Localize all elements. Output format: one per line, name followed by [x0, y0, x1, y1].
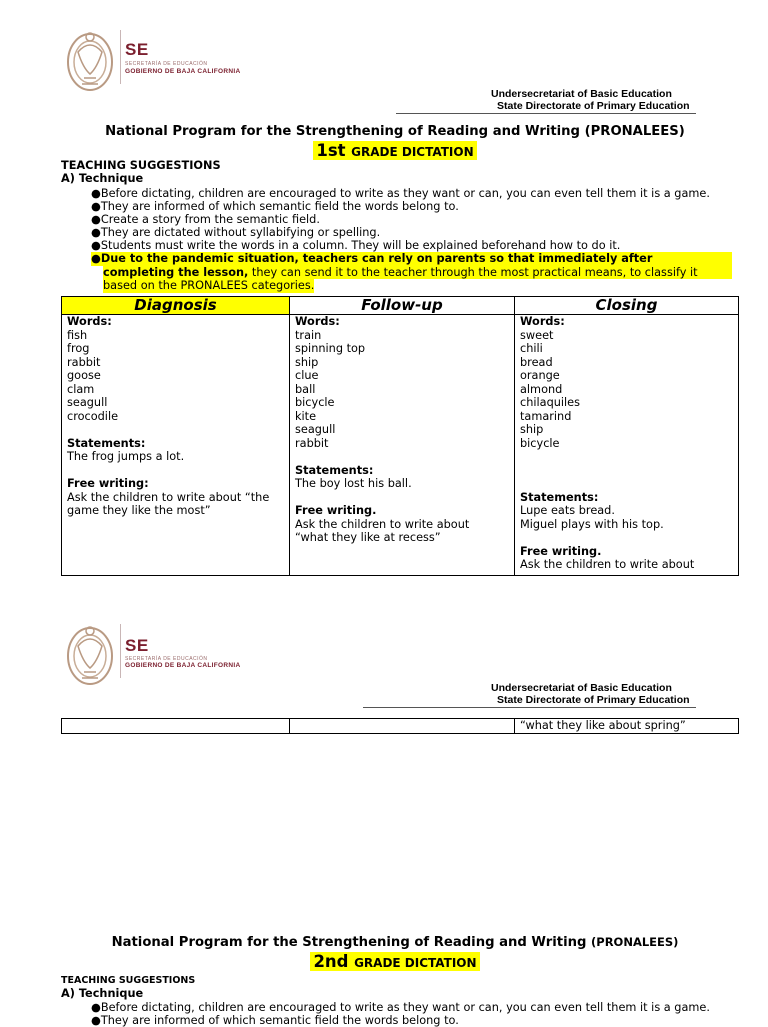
word: bicycle — [520, 436, 560, 450]
word: kite — [295, 409, 317, 423]
word: seagull — [67, 396, 108, 409]
col-header-closing: Closing — [515, 297, 739, 315]
bullet-item: ●They are informed of which semantic field the words belong to. — [91, 1014, 459, 1027]
bullet-item: ●They are dictated without syllabifying or spelling. — [91, 226, 381, 239]
word: bicycle — [295, 396, 335, 409]
state-seal-icon — [64, 28, 116, 92]
word: almond — [520, 382, 563, 396]
technique-heading-2: A) Technique — [61, 987, 144, 1000]
grade-number: 1st — [316, 141, 346, 160]
word: ball — [295, 382, 316, 396]
word: clue — [295, 369, 319, 382]
bullet-item: ●They are informed of which semantic field the words belong to. — [91, 200, 459, 213]
word: chilaquiles — [520, 396, 581, 409]
statement: Miguel plays with his top. — [520, 517, 664, 531]
grade-title-2 — [0, 952, 768, 971]
grade-label: GRADE DICTATION — [351, 145, 474, 159]
grade-label: GRADE DICTATION — [354, 956, 477, 970]
page-title-1: National Program for the Strengthening of Reading and Writing (PRONALEES) — [105, 124, 685, 139]
bullet-item: ●Before dictating, children are encouraged to write as they want or can, you can even tell them it is a game. — [91, 1001, 710, 1014]
logo-se: SE — [125, 636, 149, 655]
header-logo-1 — [64, 28, 264, 92]
header-right-1 — [491, 88, 690, 112]
header-rule — [363, 707, 696, 708]
word: spinning top — [295, 342, 366, 355]
word: bread — [520, 355, 553, 369]
bullet-item: ●Create a story from the semantic field. — [91, 213, 320, 226]
statement: The frog jumps a lot. — [67, 450, 185, 463]
grade-number: 2nd — [313, 952, 349, 971]
logo-sub: SECRETARÍA DE EDUCACIÓN — [125, 61, 208, 67]
logo-se: SE — [125, 40, 149, 59]
word: ship — [520, 423, 544, 436]
logo-gov: GOBIERNO DE BAJA CALIFORNIA — [125, 662, 241, 669]
word: rabbit — [295, 436, 329, 450]
word: clam — [67, 382, 95, 396]
word: frog — [67, 342, 90, 355]
header-right-2 — [491, 682, 690, 706]
logo-gov: GOBIERNO DE BAJA CALIFORNIA — [125, 68, 241, 75]
col-header-diagnosis: Diagnosis — [62, 297, 290, 315]
word: ship — [295, 355, 319, 369]
followup-cell: Words: train spinning top ship clue ball bicycle kite seagull rabbit Statements: The boy lost his ball. Free writing. Ask the children to write about “what they like at recess” — [290, 315, 515, 576]
header-line2: State Directorate of Primary Education — [497, 694, 690, 706]
word: fish — [67, 328, 88, 342]
header-line1: Undersecretariat of Basic Education — [491, 88, 672, 100]
bullet-list-2 — [91, 1001, 733, 1027]
closing-continued: “what they like about spring” — [515, 719, 739, 734]
word: orange — [520, 369, 560, 382]
technique-heading-1: A) Technique — [61, 172, 144, 185]
statement: The boy lost his ball. — [295, 477, 412, 490]
col-header-followup: Follow-up — [290, 297, 515, 315]
word: chili — [520, 342, 543, 355]
word: rabbit — [67, 355, 101, 369]
header-line1: Undersecretariat of Basic Education — [491, 682, 672, 694]
bullet-list-1 — [91, 187, 733, 293]
header-rule — [396, 113, 696, 114]
page-title-2: National Program for the Strengthening of Reading and Writing (PRONALEES) — [111, 935, 679, 950]
closing-cell: Words: sweet chili bread orange almond chilaquiles tamarind ship bicycle Statements: Lupe eats bread. Miguel plays with his top. Free writing. Ask the children to write about — [515, 315, 739, 576]
word: seagull — [295, 423, 336, 436]
logo-sub: SECRETARÍA DE EDUCACIÓN — [125, 656, 208, 662]
word: sweet — [520, 328, 554, 342]
diagnosis-cell: Words: fish frog rabbit goose clam seagull crocodile Statements: The frog jumps a lot. Free writing: Ask the children to write about “the game they like the most” — [62, 315, 290, 576]
dictation-table-continued — [61, 718, 739, 734]
grade-title-1 — [0, 141, 768, 160]
state-seal-icon — [64, 622, 116, 686]
word: goose — [67, 369, 101, 382]
bullet-item: ●Before dictating, children are encouraged to write as they want or can, you can even tell them it is a game. — [91, 187, 710, 200]
word: train — [295, 328, 322, 342]
teaching-heading-2: TEACHING SUGGESTIONS — [61, 975, 196, 986]
dictation-table — [61, 296, 739, 576]
header-line2: State Directorate of Primary Education — [497, 100, 690, 112]
statement: Lupe eats bread. — [520, 504, 615, 517]
teaching-heading-1: TEACHING SUGGESTIONS — [61, 159, 221, 172]
bullet-item-highlighted: ●Due to the pandemic situation, teachers can rely on parents so that immediately after completing the lesson, they can send it to the teacher through the most practical means, to classify it based on the PRONALEES categories. — [91, 252, 733, 293]
bullet-item: ●Students must write the words in a column. They will be explained beforehand how to do it. — [91, 239, 621, 252]
header-logo-2 — [64, 622, 264, 686]
word: crocodile — [67, 409, 119, 423]
word: tamarind — [520, 409, 572, 423]
